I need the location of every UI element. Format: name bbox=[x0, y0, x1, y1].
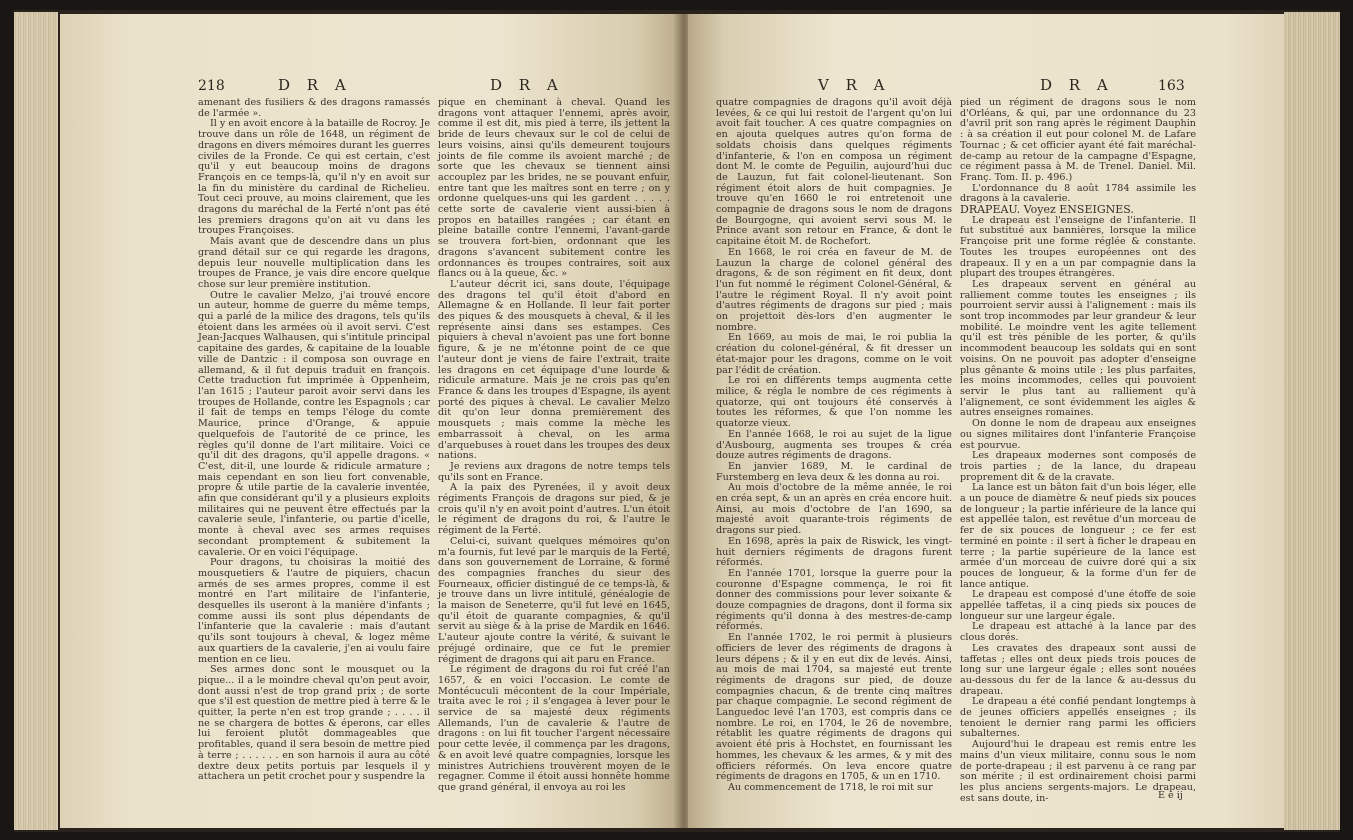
paragraph: Il y en avoit encore à la bataille de Rocroy. Je trouve dans un rôle de 1648, un régiment de dragons en divers mémoires durant les guerres civiles de la Fronde. Ce qui est certain, c'est qu'il y eut beaucoup moins de dragons François en ce temps-là, qu'il n'y en avoit sur la fin du ministère du cardinal de Richelieu. Tout ceci prouve, au moins clairement, que les dragons du maréchal de la Ferté n'ont pas été les premiers dragons qu'on ait vu dans les troupes Françoises. bbox=[198, 118, 430, 237]
paragraph: On donne le nom de drapeau aux enseignes ou signes militaires dont l'infanterie Françoise est pourvue. bbox=[960, 418, 1196, 451]
paragraph: Au commencement de 1718, le roi mit sur bbox=[728, 782, 933, 793]
entry-heading-drapeau: DRAPEAU. Voyez ENSEIGNES. bbox=[960, 203, 1134, 217]
paragraph: pique en cheminant à cheval. Quand les dragons vont attaquer l'ennemi, après avoir, comme il est dit, mis pied à terre, ils jettent la bride de leurs chevaux sur le col de celui de leurs voisins, ainsi qu'ils demeurent toujours joints de file comme ils avoient marché ; de sorte que les chevaux se tiennent ainsi accouplez par les brides, ne se pouvant enfuir, entre tant que les maîtres sont en terre ; on y ordonne quelques-uns qui les gardent . . . . . cette sorte de cavalerie vient aussi-bien à propos en batailles rangées ; car étant en pleine bataille contre l'ennemi, l'avant-garde se trouvera fort-bien, ordonnant que les dragons s'avancent subitement contre les ordonnances ès troupes contraires, soit aux flancs ou à la queue, &c. » bbox=[438, 97, 670, 280]
paragraph: Aujourd'hui le drapeau est remis entre les mains d'un vieux militaire, connu sous le nom de porte-drapeau ; il est parvenu à ce rang par son mérite ; il est ordinairement choisi parmi les plus anciens sergents-majors. Le drapeau, est sans doute, in- bbox=[960, 739, 1196, 804]
page-edges-left bbox=[14, 12, 58, 830]
paragraph: Les cravates des drapeaux sont aussi de taffetas ; elles ont deux pieds trois pouces de long sur une largeur égale ; elles sont nouées au-dessous du fer de la lance & au-dessus du drapeau. bbox=[960, 642, 1196, 697]
paragraph: Ses armes donc sont le mousquet ou la pique... il a le moindre cheval qu'on peut avoir, dont aussi n'est de trop grand prix ; de sorte que s'il est question de mettre pied à terre & le quitter, la perte n'en est trop grande ; . . . . il ne se chargera de bottes & éperons, car elles lui feroient plutôt dommageables que profitables, quand il sera besoin de mettre pied à terre ; . . . . . . en son harnois il aura au côté dextre deux petits portuis par lesquels il y attachera un petit crochet pour y suspendre la bbox=[198, 664, 430, 783]
paragraph: En 1668, le roi créa en faveur de M. de Lauzun la charge de colonel général des dragons, & de son régiment en fit deux, dont l'un fut nommé le régiment Colonel-Général, & l'autre le régiment Royal. Il n'y avoit point d'autres régiments de dragons sur pied ; mais on projettoit dès-lors d'en augmenter le nombre. bbox=[716, 246, 952, 333]
right-page-column-2 bbox=[960, 98, 1196, 804]
left-page-column-1 bbox=[198, 98, 430, 783]
paragraph: Le drapeau est l'enseigne de l'infanterie. Il fut substitué aux bannières, lorsque la milice Françoise prit une forme réglée & constante. Toutes les troupes européennes ont des drapeaux. Il y en a un par compagnie dans la plupart des troupes étrangères. bbox=[960, 214, 1196, 280]
left-page bbox=[60, 14, 680, 828]
paragraph: En 1669, au mois de mai, le roi publia la création du colonel-général, & fit dresser un état-major pour les dragons, comme on le voit par l'édit de création. bbox=[716, 332, 952, 376]
paragraph: En l'année 1702, le roi permit à plusieurs officiers de lever des régiments de dragons à leurs dépens ; & il y en eut dix de levés. Ainsi, au mois de mai 1704, sa majesté eut trente régiments de dragons sur pied, de douze compagnies chacun, & de trente cinq maîtres par chaque compagnie. Le second régiment de Languedoc levé l'an 1703, est compris dans ce nombre. Le roi, en 1704, le 26 de novembre, rétablit les quatre régiments de dragons qui avoient été pris à Hochstet, en fournissant les hommes, les chevaux & les armes, & y mit des officiers réformés. On leva encore quatre régiments de dragons en 1705, & un en 1710. bbox=[716, 632, 952, 783]
paragraph: Au mois d'octobre de la même année, le roi en créa sept, & un an après en créa encore huit. Ainsi, au mois d'octobre de l'an 1690, sa majesté avoit quarante-trois régiments de dragons sur pied. bbox=[716, 482, 953, 537]
paragraph: Pour dragons, tu choisiras la moitié des mousquetiers & l'autre de piquiers, chacun armés de ses armes propres, comme il est montré en l'art militaire de l'infanterie, desquelles ils useront à la manière d'infants ; comme aussi ils sont plus dépendants de l'infanterie que la cavalerie : mais d'autant qu'ils sont toujours à cheval, & logez même aux quartiers de la cavalerie, j'en ai voulu faire mention en ce lieu. bbox=[198, 557, 430, 665]
paragraph: L'ordonnance du 8 août 1784 assimile les dragons à la cavalerie. bbox=[960, 182, 1196, 205]
running-head-right-col1: V R A bbox=[818, 76, 891, 94]
signature-mark: E e ij bbox=[1158, 790, 1183, 801]
running-head-right-col2: D R A bbox=[1040, 76, 1114, 94]
paragraph: Le drapeau a été confié pendant longtemps à de jeunes officiers appellés enseignes ; ils tenoient le dernier rang parmi les officiers subalternes. bbox=[960, 696, 1196, 740]
paragraph: pied un régiment de dragons sous le nom d'Orléans, & qui, par une ordonnance du 23 d'avril prit son rang après le régiment Dauphin : à sa création il eut pour colonel M. de Lafare Tournac ; & cet officier ayant été fait maréchal-de-camp au retour de la campagne d'Espagne, ce régiment passa à M. de Trenel. Daniel. Mil. Franç. Tom. II. p. 496.) bbox=[960, 97, 1196, 183]
paragraph: La lance est un bâton fait d'un bois léger, elle a un pouce de diamètre & neuf pieds six pouces de longueur ; la partie inférieure de la lance qui est appellée talon, est revêtue d'un morceau de fer de six pouces de longueur ; ce fer est terminé en pointe : il sert à ficher le drapeau en terre ; la partie supérieure de la lance est armée d'un morceau de cuivre doré qui a six pouces de longueur, & la forme d'un fer de lance antique. bbox=[960, 482, 1196, 590]
paragraph: Je reviens aux dragons de notre temps tels qu'ils sont en France. bbox=[438, 460, 670, 483]
left-page-column-2 bbox=[438, 98, 670, 794]
paragraph: En l'année 1701, lorsque la guerre pour la couronne d'Espagne commença, le roi fit donner des commissions pour lever soixante & douze compagnies de dragons, dont il forma six régiments qu'il donna à des mestres-de-camp réformés. bbox=[716, 567, 952, 633]
paragraph: quatre compagnies de dragons qu'il avoit déjà levées, & ce qui lui restoit de l'argent qu'on lui avoit fait toucher. A ces quatre compagnies on en ajouta quelques autres qu'on forma de soldats choisis dans quelques régiments d'infanterie, & l'on en composa un régiment dont M. le comte de Peguilin, aujourd'hui duc de Lauzun, fut fait colonel-lieutenant. Son régiment étoit alors de huit compagnies. Je trouve qu'en 1660 le roi entretenoit une compagnie de dragons sous le nom de dragons de Bourgogne, qui avoient servi sous M. le Prince avant son retour en France, & dont le capitaine étoit M. de Rochefort. bbox=[716, 97, 952, 248]
paragraph: Outre le cavalier Melzo, j'ai trouvé encore un auteur, homme de guerre du même temps, qui a parlé de la milice des dragons, tels qu'ils étoient dans les armées où il avoit servi. C'est Jean-Jacques Walhausen, qui s'intitule principal capitaine des gardes, & capitaine de la louable ville de Dantzic : il composa son ouvrage en allemand, & il fut depuis traduit en françois. Cette traduction fut imprimée à Oppenheim, l'an 1615 ; l'auteur paroit avoir servi dans les troupes de Hollande, contre les Espagnols ; car il fait de temps en temps l'éloge du comte Maurice, prince d'Orange, & appuie quelquefois de l'autorité de ce prince, les règles qu'il donne de l'art militaire. Voici ce qu'il dit des dragons, qu'il appelle dragons. « C'est, dit-il, une lourde & ridicule armature ; mais cependant en son lieu fort convenable, propre & utile partie de la cavalerie inventée, afin que considérant qu'il y a plusieurs exploits militaires qui ne peuvent être effectués par la cavalerie seule, l'infanterie, ou partie d'icelle, monte à cheval avec ses armes requises secondant promptement & subitement la cavalerie. Or en voici l'équipage. bbox=[198, 289, 430, 558]
paragraph: Les drapeaux modernes sont composés de trois parties ; de la lance, du drapeau proprement dit & de la cravate. bbox=[960, 450, 1196, 483]
paragraph: Mais avant que de descendre dans un plus grand détail sur ce qui regarde les dragons, depuis leur nouvelle multiplication dans les troupes de France, je vais dire encore quelque chose sur leur première institution. bbox=[198, 236, 430, 290]
paragraph: En 1698, après la paix de Riswick, les vingt-huit derniers régiments de dragons furent réformés. bbox=[716, 535, 952, 569]
page-number-left: 218 bbox=[198, 78, 225, 94]
running-head-left-col1: D R A bbox=[278, 76, 352, 94]
right-page bbox=[688, 14, 1284, 828]
paragraph: Les drapeaux servent en général au ralliement comme toutes les enseignes ; ils pourroient servir aussi à l'alignement : mais ils sont trop incommodes par leur grandeur & leur mobilité. Le moindre vent les agite tellement qu'il est très pénible de les porter, & qu'ils incommodent beaucoup les soldats qui en sont voisins. On ne pouvoit pas adopter d'enseigne plus gênante & moins utile ; les plus parfaites, les moins incommodes, celles qui pouvoient servir le plus tant au ralliement qu'à l'alignement, ce sont évidemment les aigles & autres enseignes romaines. bbox=[960, 278, 1196, 419]
paragraph: Le régiment de dragons du roi fut créé l'an 1657, & en voici l'occasion. Le comte de Montécuculi mécontent de la cour Impériale, traita avec le roi ; il s'engagea à lever pour le service de sa majesté deux régiments Allemands, l'un de cavalerie & l'autre de dragons : on lui fit toucher l'argent nécessaire pour cette levée, il commença par les dragons, & en avoit levé quatre compagnies, lorsque les ministres Autrichiens trouvèrent moyen de le regagner. Comme il étoit aussi honnête homme que grand général, il envoya au roi les bbox=[438, 664, 670, 793]
paragraph: Le drapeau est composé d'une étoffe de soie appellée taffetas, il a cinq pieds six pouces de longueur sur une largeur égale. bbox=[960, 589, 1196, 622]
paragraph: Celui-ci, suivant quelques mémoires qu'on m'a fournis, fut levé par le marquis de la Ferté, dans son gouvernement de Lorraine, & formé des compagnies franches du sieur des Fourneaux, officier distingué de ce temps-là, & je trouve dans un livre intitulé, généalogie de la maison de Seneterre, qu'il fut levé en 1645, qu'il étoit de quarante compagnies, & qu'il servit au siège & à la prise de Mardik en 1646. L'auteur ajoute contre la vérité, & suivant le préjugé ordinaire, que ce fut le premier régiment de dragons qui ait paru en France. bbox=[438, 535, 670, 665]
paragraph: Le roi en différents temps augmenta cette milice, & régla le nombre de ces régiments à quatorze, qui ont toujours été conservés à toutes les réformes, & que l'on nomme les quatorze vieux. bbox=[716, 375, 952, 430]
running-head-left-col2: D R A bbox=[490, 76, 564, 94]
paragraph: En janvier 1689, M. le cardinal de Furstemberg en leva deux & les donna au roi. bbox=[716, 460, 952, 483]
right-page-column-1 bbox=[716, 98, 952, 794]
page-edges-right bbox=[1284, 12, 1340, 830]
paragraph: En l'année 1668, le roi au sujet de la ligue d'Ausbourg, augmenta ses troupes & créa douze autres régiments de dragons. bbox=[716, 428, 952, 462]
paragraph: A la paix des Pyrenées, il y avoit deux régiments François de dragons sur pied, & je crois qu'il n'y en avoit point d'autres. L'un étoit le régiment de dragons du roi, & l'autre le régiment de la Ferté. bbox=[438, 482, 670, 537]
paragraph: amenant des fusiliers & des dragons ramassés de l'armée ». bbox=[198, 97, 430, 119]
paragraph: L'auteur décrit ici, sans doute, l'équipage des dragons tel qu'il étoit d'abord en Allemagne & en Hollande. Il leur fait porter des piques & des mousquets à cheval, & il les représente ainsi dans ses estampes. Ces piquiers à cheval n'avoient pas une fort bonne figure, & je ne m'étonne point de ce que l'auteur dont je viens de faire l'extrait, traite les dragons en cet équipage d'une lourde & ridicule armature. Mais je ne crois pas qu'en France & dans les troupes d'Espagne, ils ayent porté des piques à cheval. Le cavalier Melzo dit qu'on leur donna premièrement des mousquets ; mais comme la mèche les embarrassoit à cheval, on les arma d'arquebuses à rouet dans les troupes des deux nations. bbox=[438, 278, 670, 462]
paragraph: Le drapeau est attaché à la lance par des clous dorés. bbox=[960, 621, 1196, 644]
page-number-right: 163 bbox=[1158, 78, 1185, 94]
